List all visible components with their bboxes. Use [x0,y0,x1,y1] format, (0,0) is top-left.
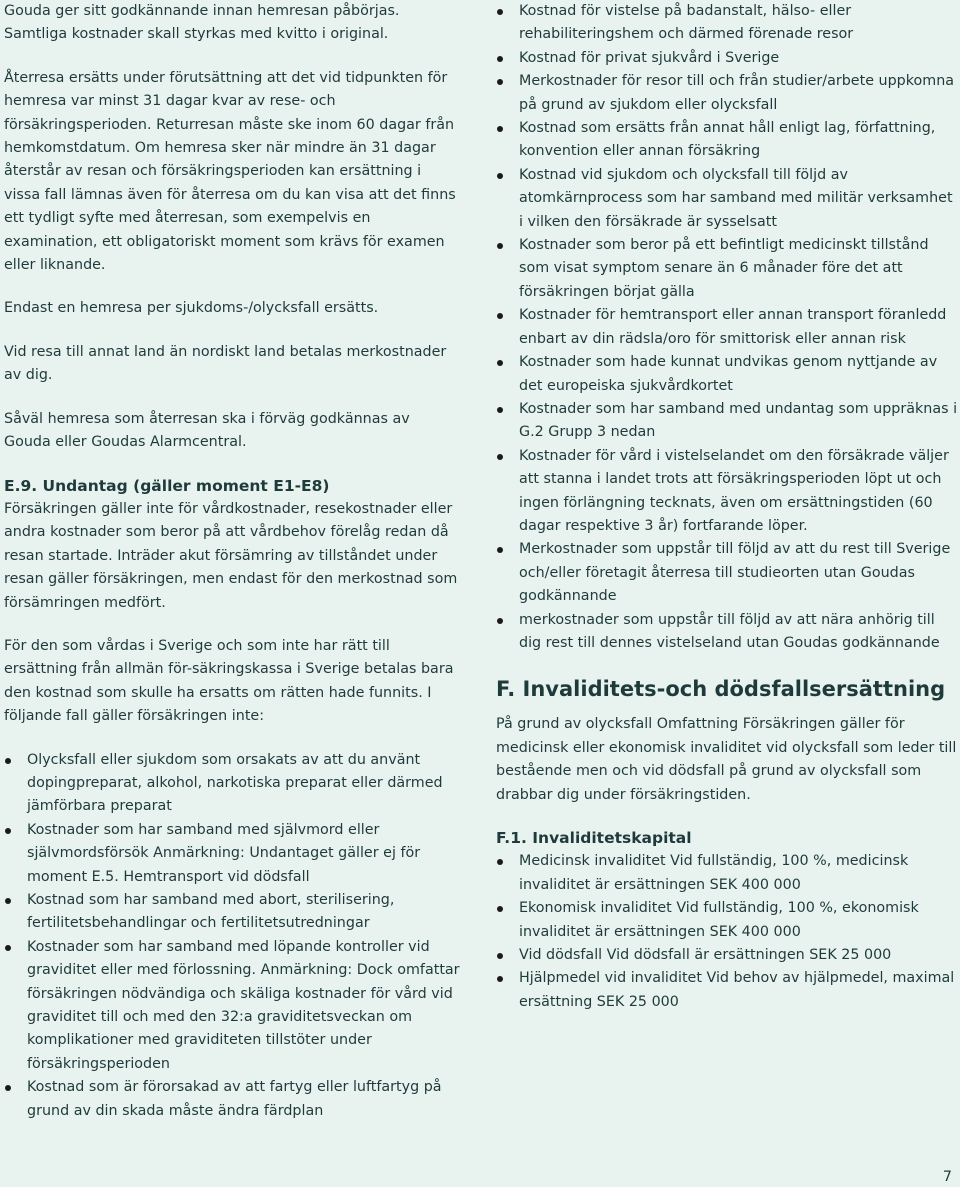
list-item: Kostnad som ersätts från annat håll enligt lag, författning, konvention eller annan försäkring [496,117,958,164]
list-item: Medicinsk invaliditet Vid fullständig, 100 %, medicinsk invaliditet är ersättningen SEK 400 000 [496,850,958,897]
paragraph-extra-costs: Vid resa till annat land än nordiskt land betalas merkostnader av dig. [4,343,447,384]
paragraph-section-f: På grund av olycksfall Omfattning Försäkringen gäller för medicinsk eller ekonomisk invaliditet vid olycksfall som leder till bestående men och vid dödsfall på grund av olycksfall som drabbar dig under försäkringstiden. [496,716,957,803]
list-item: Kostnader som har samband med löpande kontroller vid graviditet eller med förlossning. Anmärkning: Dock omfattar försäkringen nödvändiga och skäliga kostnader för vård vid graviditet till och med den 32:a graviditetsveckan om komplikationer med graviditeten tillstöter under försäkringsperioden [4,936,460,1076]
list-item: Kostnader som har samband med undantag som uppräknas i G.2 Grupp 3 nedan [496,398,958,445]
exclusion-list-left [4,749,460,1124]
paragraph-exclusions: Försäkringen gäller inte för vårdkostnader, resekostnader eller andra kostnader som beror på att vårdbehov förelåg redan då resan startade. Inträder akut försämring av tillståndet under resan gäller försäkringen, men endast för den merkostnad som försämringen medfört. [4,500,458,611]
list-item: Kostnader som hade kunnat undvikas genom nyttjande av det europeiska sjukvårdkortet [496,351,958,398]
list-item: merkostnader som uppstår till följd av att nära anhörig till dig rest till dennes vistelseland utan Goudas godkännande [496,609,958,656]
list-item: Hjälpmedel vid invaliditet Vid behov av hjälpmedel, maximal ersättning SEK 25 000 [496,967,958,1014]
paragraph-pre-approval: Såväl hemresa som återresan ska i förväg godkännas av Gouda eller Goudas Alarmcentral. [4,410,410,451]
list-item: Merkostnader som uppstår till följd av att du rest till Sverige och/eller företagit återresa till studieorten utan Goudas godkännande [496,538,958,608]
list-item: Ekonomisk invaliditet Vid fullständig, 100 %, ekonomisk invaliditet är ersättningen SEK 400 000 [496,897,958,944]
heading-f1: F.1. Invaliditetskapital [496,829,692,847]
heading-e9: E.9. Undantag (gäller moment E1-E8) [4,476,330,495]
list-item: Kostnad som är förorsakad av att fartyg eller luftfartyg på grund av din skada måste ändra färdplan [4,1076,460,1123]
paragraph-sweden-care: För den som vårdas i Sverige och som inte har rätt till ersättning från allmän för-säkringskassa i Sverige betalas bara den kostnad som skulle ha ersatts om rätten hade funnits. I följande fall gäller försäkringen inte: [4,637,454,725]
heading-section-f: F. Invaliditets-och dödsfallsersättning [496,677,946,702]
page-number: 7 [942,1169,952,1185]
list-item: Kostnad vid sjukdom och olycksfall till följd av atomkärnprocess som har samband med militär verksamhet i vilken den försäkrade är sysselsatt [496,164,958,234]
list-item: Kostnad som har samband med abort, sterilisering, fertilitetsbehandlingar och fertilitetsutredningar [4,889,460,936]
list-item: Kostnad för vistelse på badanstalt, hälso- eller rehabiliteringshem och därmed förenade resor [496,0,958,47]
list-item: Vid dödsfall Vid dödsfall är ersättningen SEK 25 000 [496,944,958,967]
list-item: Olycksfall eller sjukdom som orsakats av att du använt dopingpreparat, alkohol, narkotiska preparat eller därmed jämförbara preparat [4,749,460,819]
list-item: Merkostnader för resor till och från studier/arbete uppkomna på grund av sjukdom eller olycksfall [496,70,958,117]
paragraph-return-trip: Återresa ersätts under förutsättning att det vid tidpunkten för hemresa var minst 31 dagar kvar av rese- och försäkringsperioden. Returresan måste ske inom 60 dagar från hemkomstdatum. Om hemresa sker när mindre än 31 dagar återstår av resan och försäkringsperioden kan ersättning i vissa fall lämnas även för återresa om du kan visa att det finns ett tydligt syfte med återresan, som exempelvis en examination, ett obligatoriskt moment som krävs för examen eller liknande. [4,69,456,274]
invalidity-list [496,850,958,1014]
right-column [496,0,958,1014]
exclusion-list-right [496,0,958,655]
list-item: Kostnader för hemtransport eller annan transport föranledd enbart av din rädsla/oro för smittorisk eller annan risk [496,304,958,351]
paragraph-approval: Gouda ger sitt godkännande innan hemresan påbörjas. Samtliga kostnader skall styrkas med kvitto i original. [4,3,400,43]
list-item: Kostnader som beror på ett befintligt medicinskt tillstånd som visat symptom senare än 6 månader före det att försäkringen börjat gälla [496,234,958,304]
left-column [4,0,460,1123]
list-item: Kostnad för privat sjukvård i Sverige [496,47,958,70]
paragraph-single-trip: Endast en hemresa per sjukdoms-/olycksfall ersätts. [4,300,379,317]
list-item: Kostnader för vård i vistelselandet om den försäkrade väljer att stanna i landet trots att försäkringsperioden löpt ut och ingen förlängning tecknats, även om ersättningstiden (60 dagar respektive 3 år) fortfarande löper. [496,445,958,539]
list-item: Kostnader som har samband med självmord eller självmordsförsök Anmärkning: Undantaget gäller ej för moment E.5. Hemtransport vid dödsfall [4,819,460,889]
